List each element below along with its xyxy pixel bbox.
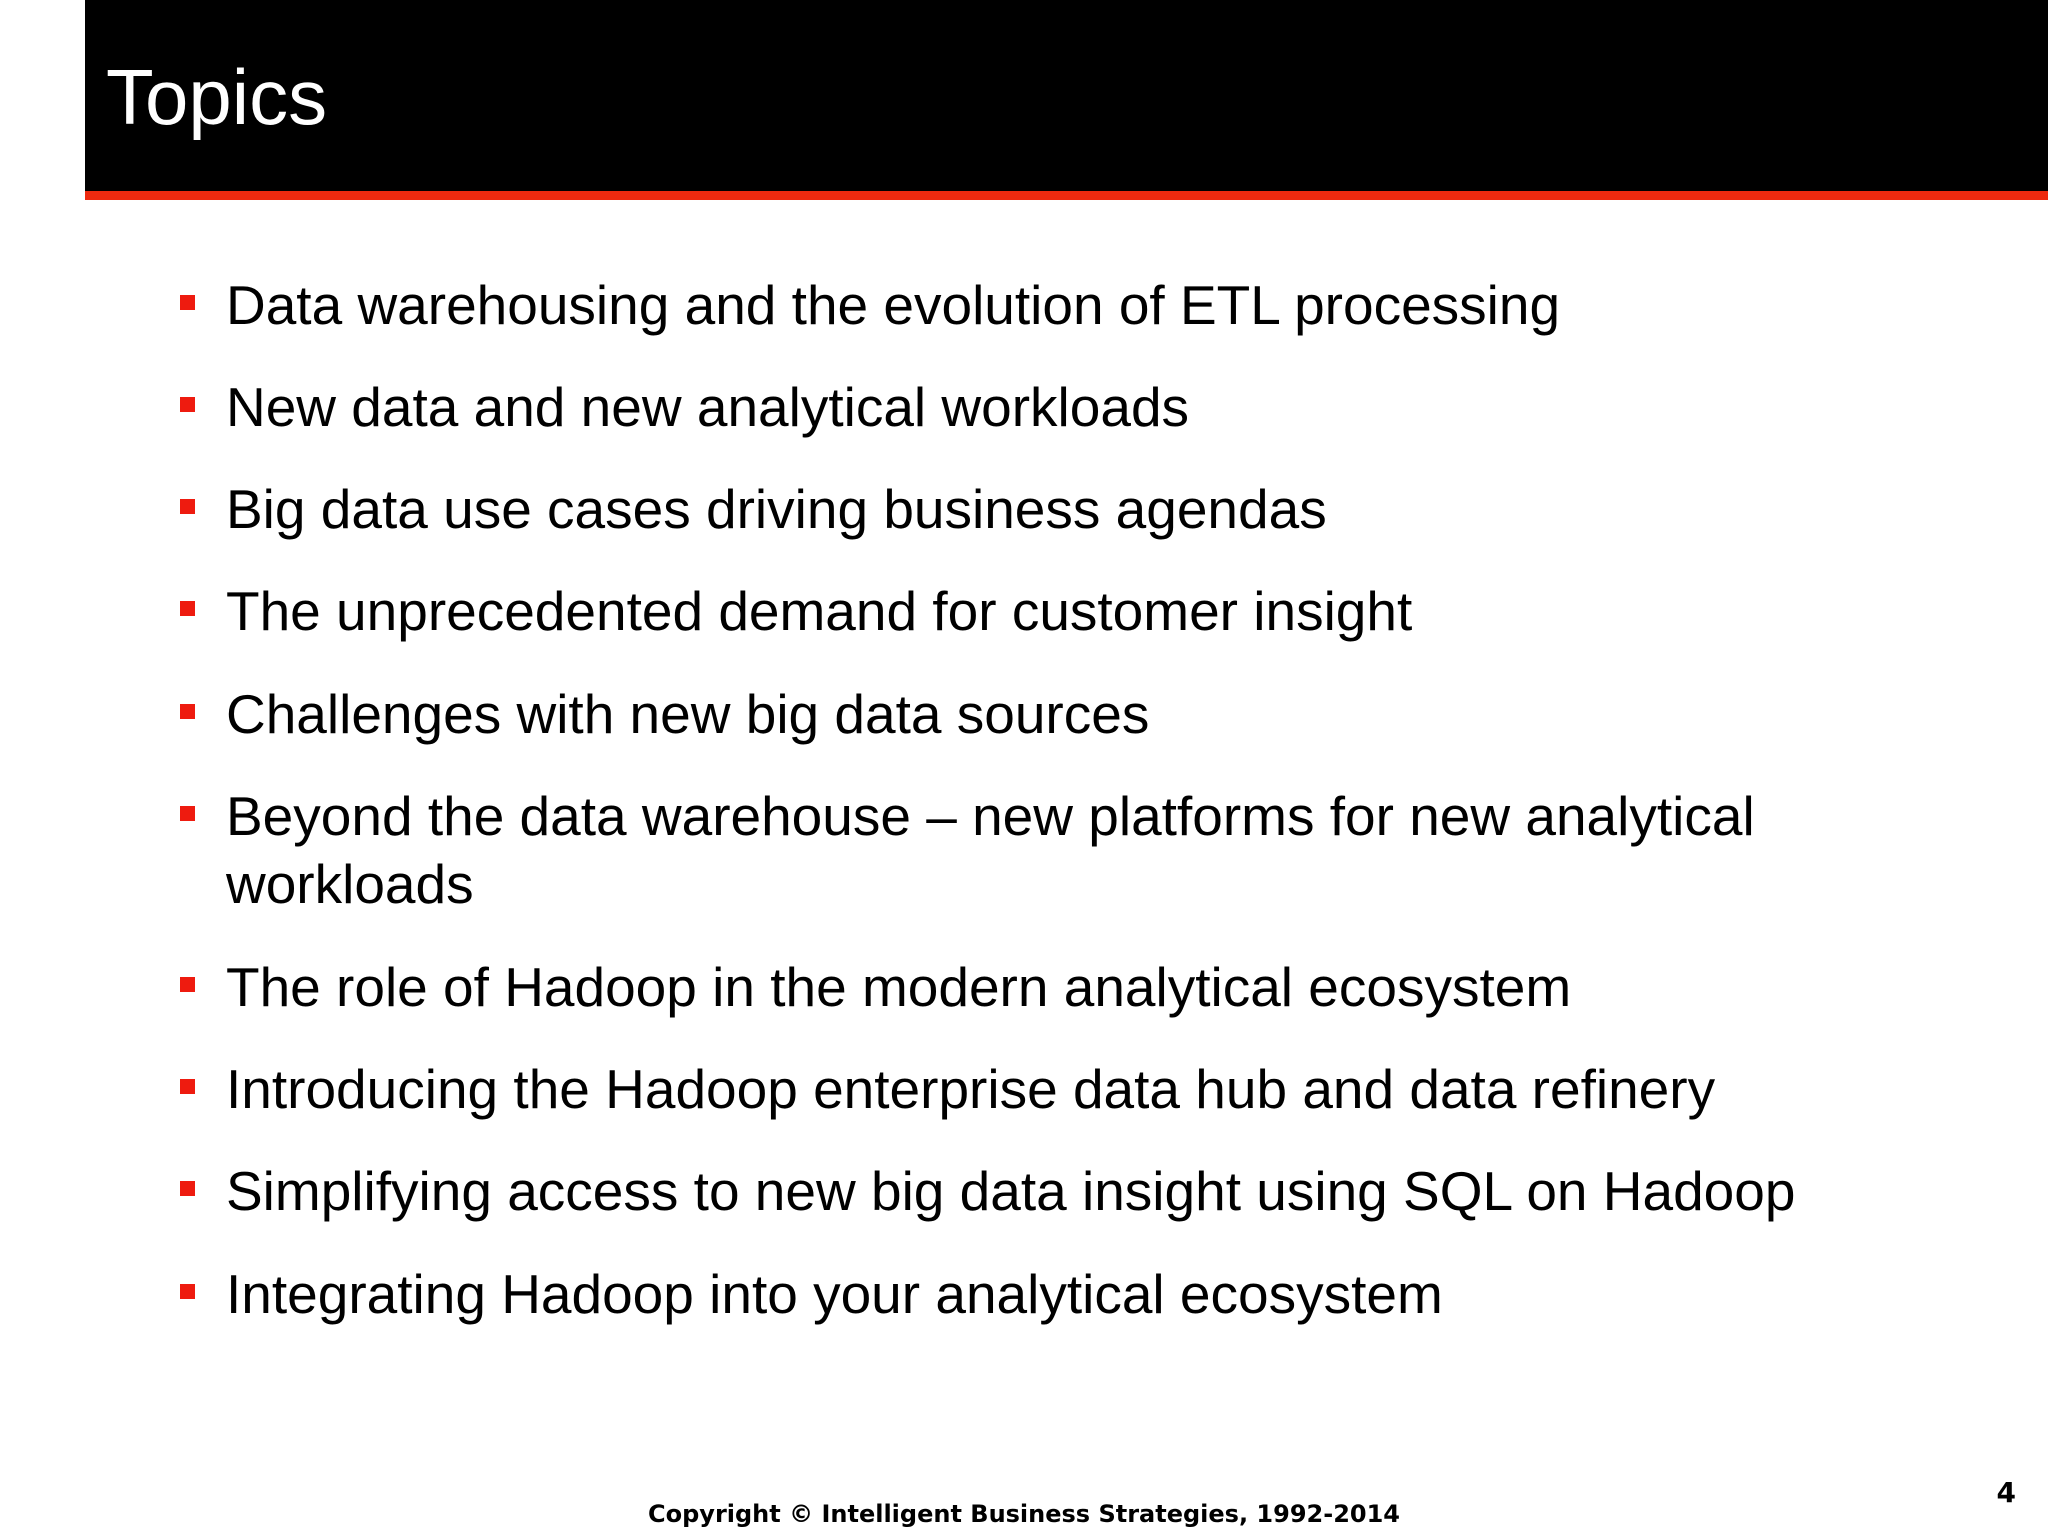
- bullet-text: Challenges with new big data sources: [226, 683, 1150, 745]
- copyright-footer: Copyright © Intelligent Business Strategies, 1992-2014: [648, 1500, 1400, 1528]
- bullet-text: Data warehousing and the evolution of ETL processing: [226, 274, 1561, 336]
- bullet-square-icon: [180, 806, 195, 821]
- bullet-square-icon: [180, 1284, 195, 1299]
- bullet-text: Integrating Hadoop into your analytical ecosystem: [226, 1263, 1443, 1325]
- bullet-text: Big data use cases driving business agendas: [226, 478, 1327, 540]
- bullet-text: New data and new analytical workloads: [226, 376, 1190, 438]
- bullet-square-icon: [180, 601, 195, 616]
- bullet-text: The unprecedented demand for customer insight: [226, 580, 1413, 642]
- bullet-square-icon: [180, 499, 195, 514]
- bullet-square-icon: [180, 704, 195, 719]
- bullet-square-icon: [180, 397, 195, 412]
- bullet-text: Introducing the Hadoop enterprise data hub and data refinery: [226, 1058, 1716, 1120]
- bullet-text: Simplifying access to new big data insight using SQL on Hadoop: [226, 1160, 1796, 1222]
- page-number: 4: [1996, 1476, 2016, 1509]
- slide-title: Topics: [106, 53, 328, 141]
- bullet-square-icon: [180, 1181, 195, 1196]
- bullet-text: The role of Hadoop in the modern analytical ecosystem: [226, 956, 1572, 1018]
- bullet-text: Beyond the data warehouse – new platforms for new analytical workloads: [226, 785, 1755, 915]
- bullet-square-icon: [180, 977, 195, 992]
- bullet-square-icon: [180, 295, 195, 310]
- bullet-square-icon: [180, 1079, 195, 1094]
